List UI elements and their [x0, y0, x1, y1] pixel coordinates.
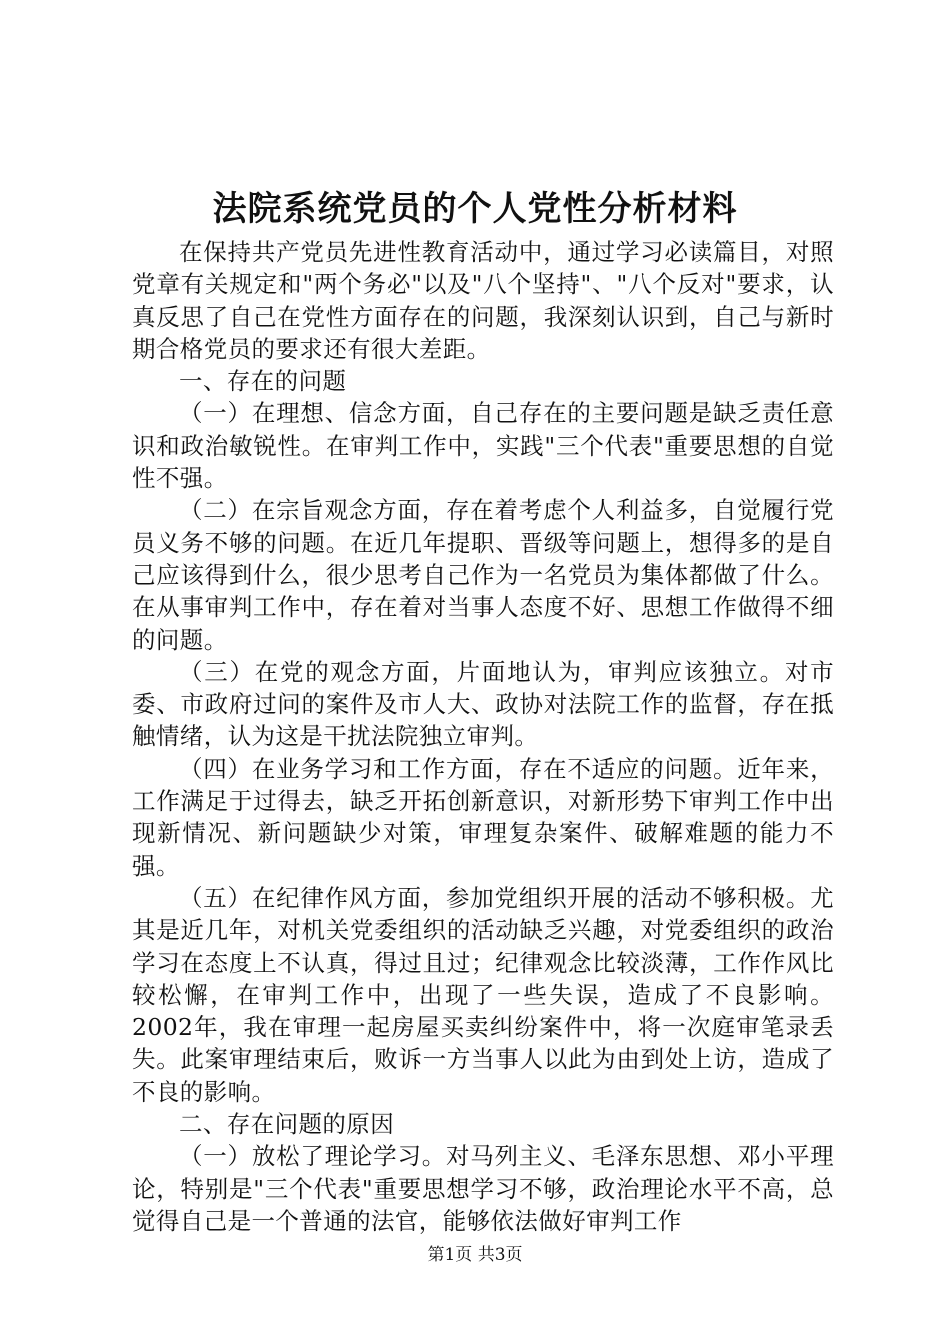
paragraph-problem-3: （三）在党的观念方面，片面地认为，审判应该独立。对市委、市政府过问的案件及市人大、政协对法院工作的监督，存在抵触情绪，认为这是干扰法院独立审判。 [132, 657, 834, 751]
document-body [132, 236, 834, 1237]
paragraph-cause-1: （一）放松了理论学习。对马列主义、毛泽东思想、邓小平理论，特别是"三个代表"重要思想学习不够，政治理论水平不高，总觉得自己是一个普通的法官，能够依法做好审判工作 [132, 1142, 834, 1235]
paragraph-problem-4: （四）在业务学习和工作方面，存在不适应的问题。近年来，工作满足于过得去，缺乏开拓创新意识，对新形势下审判工作中出现新情况、新问题缺少对策，审理复杂案件、破解难题的能力不强。 [132, 754, 834, 880]
paragraph-problem-5: （五）在纪律作风方面，参加党组织开展的活动不够积极。尤其是近几年，对机关党委组织的活动缺乏兴趣，对党委组织的政治学习在态度上不认真，得过且过；纪律观念比较淡薄，工作作风比较松懈，在审判工作中，出现了一些失误，造成了不良影响。2002年，我在审理一起房屋买卖纠纷案件中，将一次庭审笔录丢失。此案审理结束后，败诉一方当事人以此为由到处上访，造成了不良的影响。 [132, 883, 834, 1106]
paragraph-problem-2: （二）在宗旨观念方面，存在着考虑个人利益多，自觉履行党员义务不够的问题。在近几年提职、晋级等问题上，想得多的是自己应该得到什么，很少思考自己作为一名党员为集体都做了什么。在从事审判工作中，存在着对当事人态度不好、思想工作做得不细的问题。 [132, 496, 834, 654]
section-heading-problems: 一、存在的问题 [179, 367, 347, 396]
page-footer: 第1页 共3页 [427, 1245, 523, 1265]
intro-paragraph: 在保持共产党员先进性教育活动中，通过学习必读篇目，对照党章有关规定和"两个务必"以及"八个坚持"、"八个反对"要求，认真反思了自己在党性方面存在的问题，我深刻认识到，自己与新时期合格党员的要求还有很大差距。 [132, 238, 834, 363]
document-title: 法院系统党员的个人党性分析材料 [212, 189, 738, 229]
section-heading-causes: 二、存在问题的原因 [179, 1110, 395, 1139]
paragraph-problem-1: （一）在理想、信念方面，自己存在的主要问题是缺乏责任意识和政治敏锐性。在审判工作中，实践"三个代表"重要思想的自觉性不强。 [132, 399, 834, 493]
